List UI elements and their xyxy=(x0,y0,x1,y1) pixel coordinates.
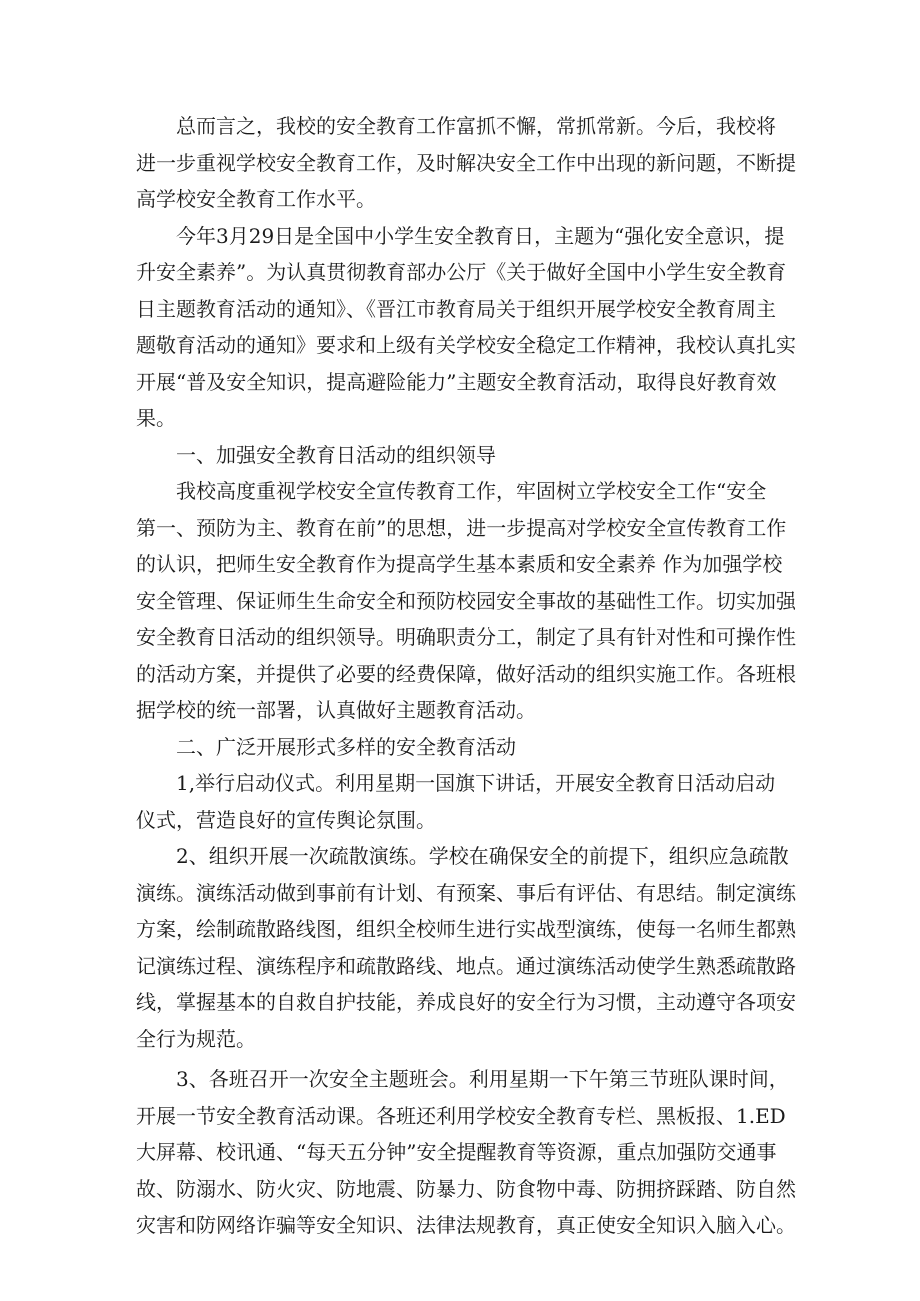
text-line: 开展一节安全教育活动课。各班还利用学校安全教育专栏、黑板报、1.ED xyxy=(136,1103,786,1128)
text-line: 开展“普及安全知识，提高避险能力”主题安全教育活动，取得良好教育效 xyxy=(136,369,777,394)
text-line: 我校高度重视学校安全宣传教育工作，牢固树立学校安全工作“安全 xyxy=(176,479,767,503)
text-line: 线，掌握基本的自救自护技能，养成良好的安全行为习惯，主动遵守各项安 xyxy=(136,990,796,1014)
text-line: 高学校安全教育工作水平。 xyxy=(136,187,376,211)
text-line: 的活动方案，并提供了必要的经费保障，做好活动的组织实施工作。各班根 xyxy=(136,661,796,686)
text-line: 1,举行启动仪式。利用星期一国旗下讲话，开展安全教育日活动启动 xyxy=(176,771,776,795)
text-line: 的认识，把师生安全教育作为提高学生基本素质和安全素养 作为加强学校 xyxy=(136,552,783,576)
text-line: 进一步重视学校安全教育工作，及时解决安全工作中出现的新问题，不断提 xyxy=(136,150,796,175)
text-line: 据学校的统一部署，认真做好主题教育活动。 xyxy=(136,698,536,722)
text-line: 大屏幕、校讯通、“每天五分钟”安全提醒教育等资源，重点加强防交通事 xyxy=(136,1140,777,1164)
document-body xyxy=(136,108,796,1244)
text-line: 记演练过程、演练程序和疏散路线、地点。通过演练活动使学生熟悉疏散路 xyxy=(136,953,796,978)
text-line: 果。 xyxy=(136,406,176,430)
text-line: 日主题教育活动的通知》、《晋江市教育局关于组织开展学校安全教育周主 xyxy=(136,296,776,321)
text-line: 灾害和防网络诈骗等安全知识、法律法规教育，真正使安全知识入脑入心。 xyxy=(136,1213,796,1237)
text-line: 总而言之，我校的安全教育工作富抓不懈，常抓常新。今后，我校将 xyxy=(176,114,776,138)
section-heading: 二、广泛开展形式多样的安全教育活动 xyxy=(176,734,516,759)
section-heading: 一、加强安全教育日活动的组织领导 xyxy=(176,442,496,467)
text-line: 全行为规范。 xyxy=(136,1026,256,1051)
text-line: 方案，绘制疏散路线图，组织全校师生进行实战型演练，使每一名师生都熟 xyxy=(136,917,796,941)
text-line: 升安全素养”。为认真贯彻教育部办公厅《关于做好全国中小学生安全教育 xyxy=(136,260,787,284)
text-line: 题敬育活动的通知》要求和上级有关学校安全稳定工作精神，我校认真扎实 xyxy=(136,333,796,357)
text-line: 第一、预防为主、教育在前”的思想，进一步提高对学校安全宣传教育工作 xyxy=(136,515,787,540)
text-line: 故、防溺水、防火灾、防地震、防暴力、防食物中毒、防拥挤踩踏、防自然 xyxy=(136,1176,796,1201)
text-line: 安全管理、保证师生生命安全和预防校园安全事故的基础性工作。切实加强 xyxy=(136,588,796,613)
text-line: 安全教育日活动的组织领导。明确职责分工，制定了具有针对性和可操作性 xyxy=(136,625,796,649)
text-line: 仪式，营造良好的宣传舆论氛围。 xyxy=(136,807,436,832)
text-line: 3、各班召开一次安全主题班会。利用星期一下午第三节班队课时间， xyxy=(176,1067,789,1091)
text-line: 演练。演练活动做到事前有计划、有预案、事后有评估、有思结。制定演练 xyxy=(136,880,796,905)
text-line: 今年3月29日是全国中小学生安全教育日，主题为“强化安全意识，提 xyxy=(176,223,785,248)
text-line: 2、组织开展一次疏散演练。学校在确保安全的前提下，组织应急疏散 xyxy=(176,844,789,868)
